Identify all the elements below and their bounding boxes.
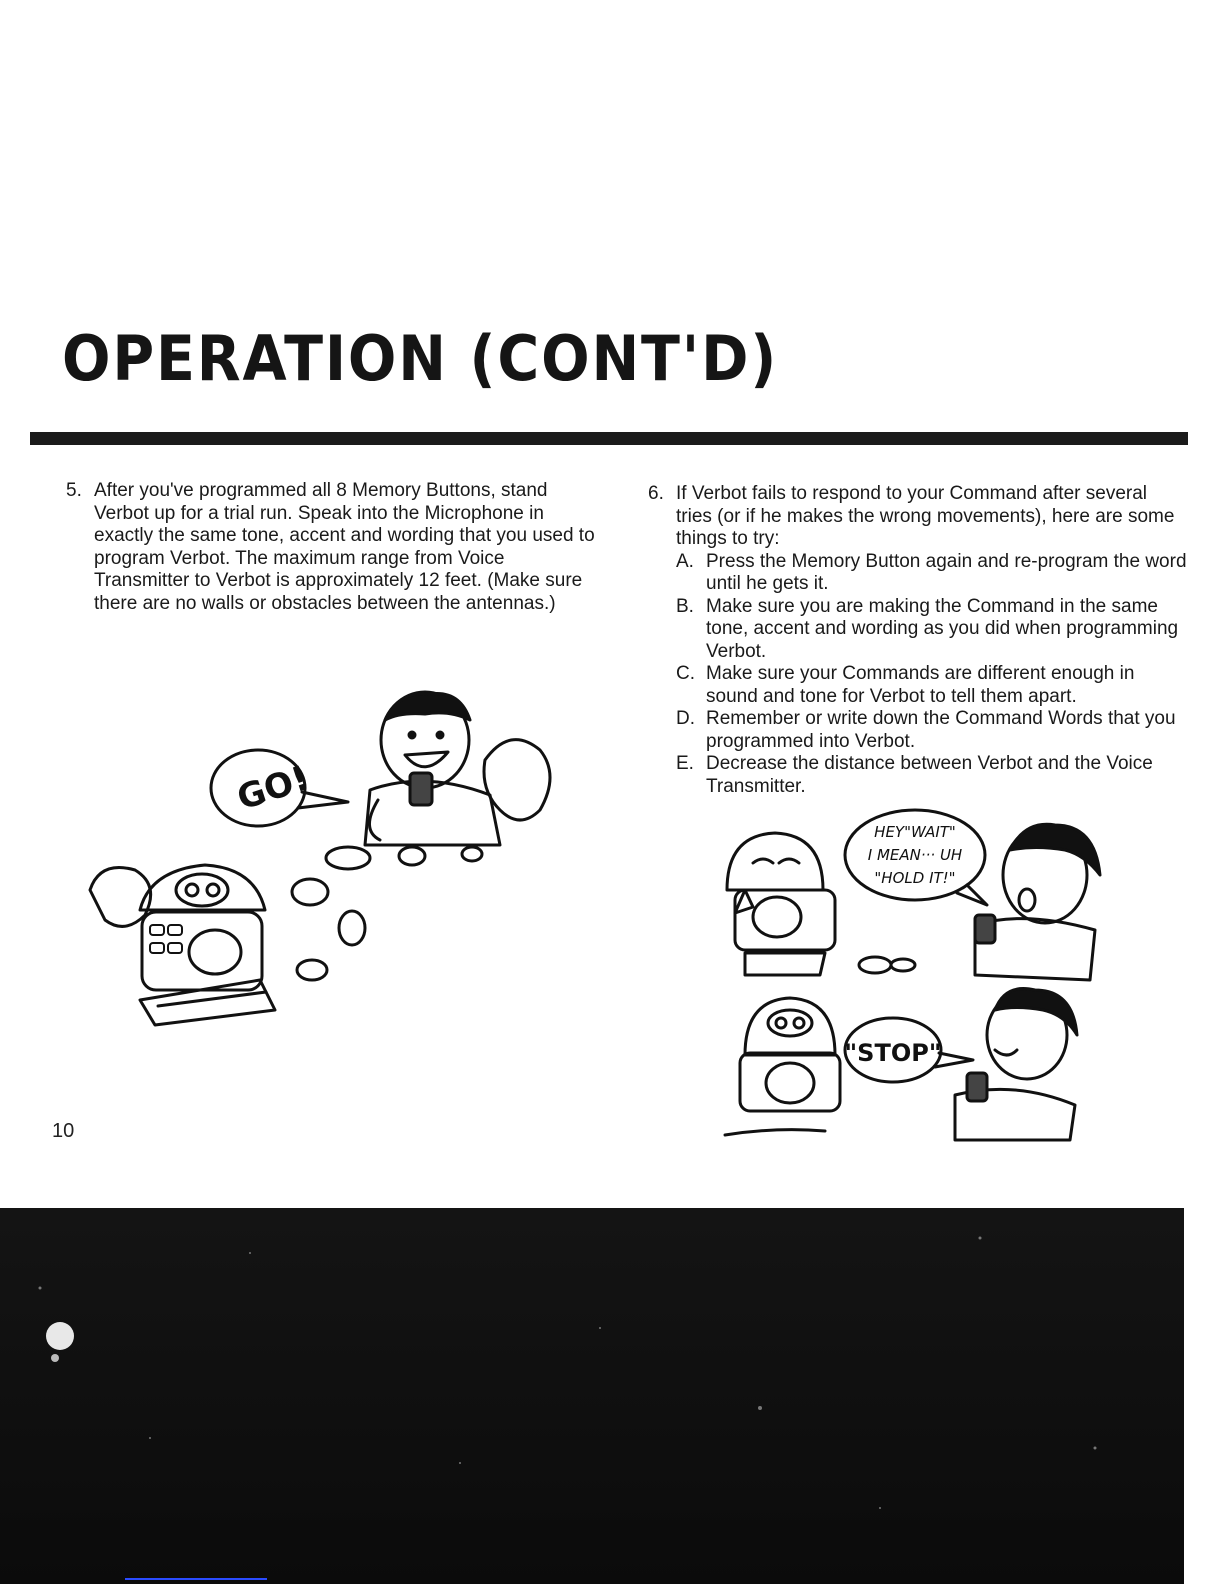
tip-item (676, 663, 1188, 708)
accent-line (125, 1578, 267, 1580)
section-title (62, 322, 779, 404)
step-5-text: After you've programmed all 8 Memory Buttons, stand Verbot up for a trial run. Speak into the Microphone in exactly the same tone, accent and wording that you used to program Verbot. The maximum range from Voice Transmitter to Verbot is approximately 12 feet. (Make sure there are no walls or obstacles between the antennas.) (94, 480, 595, 614)
tip-text: Make sure your Commands are different enough in sound and tone for Verbot to tell them apart. (706, 663, 1135, 707)
page-number: 10 (52, 1120, 75, 1142)
dust-clouds (292, 847, 482, 980)
troubleshooting-list (676, 551, 1188, 799)
scan-noise (0, 1208, 1184, 1584)
tip-text: Press the Memory Button again and re-program the word until he gets it. (706, 550, 1187, 594)
step-6 (648, 483, 1188, 798)
tip-item (676, 753, 1188, 798)
tip-item (676, 596, 1188, 664)
tip-text: Decrease the distance between Verbot and the Voice Transmitter. (706, 753, 1153, 797)
wait-stop-illustration (705, 805, 1105, 1150)
tip-text: Make sure you are making the Command in the same tone, accent and wording as you did when programming Verbot. (706, 595, 1179, 662)
verbot-lower (725, 998, 840, 1135)
step-5-number: 5. (66, 480, 82, 501)
scan-dark-area (0, 1208, 1184, 1584)
go-illustration (80, 680, 580, 1030)
tip-letter: A. (676, 550, 694, 572)
wait-bubble-line-1: HEY"WAIT" (874, 823, 956, 841)
boy-upper (975, 824, 1100, 980)
go-bubble-text: GO! (232, 758, 314, 819)
section-title-text: OPERATION (CONT'D) (62, 322, 779, 395)
boy-lower (955, 989, 1077, 1140)
step-6-number: 6. (648, 483, 664, 504)
tip-letter: D. (676, 708, 695, 729)
tip-item (676, 551, 1188, 596)
scan-margin (1184, 1208, 1224, 1584)
tip-item (676, 708, 1188, 753)
wait-bubble-line-2: I MEAN··· UH (867, 846, 963, 864)
tip-text: Remember or write down the Command Words that you programmed into Verbot. (706, 708, 1176, 752)
header-rule (30, 432, 1188, 445)
tip-letter: B. (676, 595, 694, 617)
step-5 (66, 480, 596, 615)
verbot-robot (90, 865, 275, 1025)
step-6-intro: If Verbot fails to respond to your Command after several tries (or if he makes the wrong movements), here are some things to try: (676, 483, 1175, 549)
tip-letter: E. (676, 753, 694, 774)
wait-bubble-line-3: "HOLD IT!" (874, 869, 956, 887)
boy-figure (365, 692, 550, 845)
tip-letter: C. (676, 663, 695, 684)
stop-bubble-text: "STOP" (844, 1039, 942, 1067)
